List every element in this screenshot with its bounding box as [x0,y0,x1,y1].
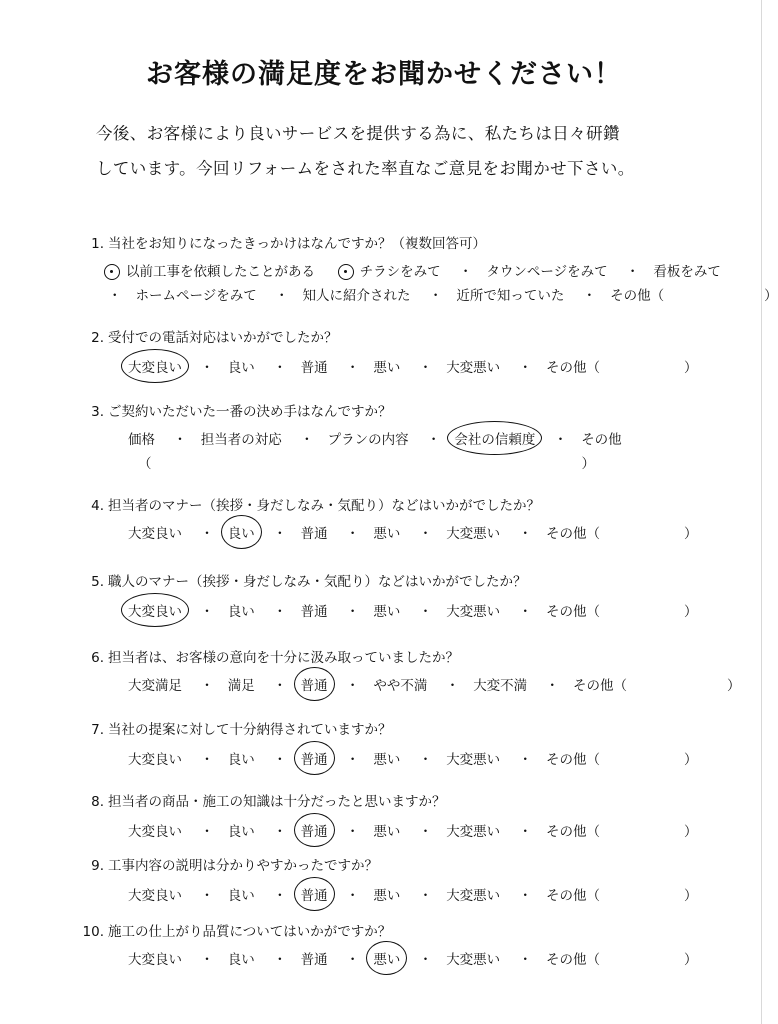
question-text: 当社をお知りになったきっかけはなんですか？（複数回答可） [108,236,486,252]
separator: ・ [518,752,532,768]
page-edge-line [761,0,762,1024]
option-other[interactable]: その他（ [610,288,665,304]
option-selected[interactable]: 会社の信頼度 [454,428,535,448]
option[interactable]: 近所で知っていた [456,288,565,304]
separator: ・ [200,888,214,904]
separator: ・ [418,952,433,968]
option[interactable]: 大変悪い [446,952,501,968]
separator: ・ [200,604,214,620]
intro-line-2: しています。今回リフォームをされた率直なご意見をお聞かせ下さい。 [96,159,635,178]
separator: ・ [418,526,433,542]
separator: ・ [345,360,360,376]
separator: ・ [300,432,314,448]
option-selected[interactable]: 普通 [301,884,328,904]
separator: ・ [418,752,433,768]
separator: ・ [273,526,287,542]
question-number: 7. [91,722,104,738]
question-3-options [128,428,622,448]
separator: ・ [108,288,122,304]
option[interactable]: 良い [227,752,255,768]
question-text: 施工の仕上がり品質についてはいかがですか？ [108,924,392,940]
option-selected[interactable]: 普通 [301,820,328,840]
question-text: 受付での電話対応はいかがでしたか？ [108,330,338,346]
separator: ・ [445,678,460,694]
question-number: 10. [82,924,104,940]
option[interactable]: 大変悪い [446,604,501,620]
separator: ・ [458,264,473,280]
question-3 [60,400,392,420]
option[interactable]: 大変良い [128,952,182,968]
option[interactable]: 大変良い [128,824,182,840]
separator: ・ [345,888,360,904]
separator: ・ [545,678,559,694]
option[interactable]: 看板をみて [653,264,721,280]
option[interactable]: 大変悪い [446,752,501,768]
question-number: 6. [91,650,104,666]
question-text: 当社の提案に対して十分納得されていますか？ [108,722,392,738]
option[interactable]: 悪い [373,888,401,904]
separator: ・ [273,604,287,620]
separator: ・ [418,360,433,376]
close-paren: ） [764,288,778,304]
question-2-options [128,356,697,376]
separator: ・ [345,604,360,620]
option[interactable]: 良い [227,952,255,968]
question-10-options [128,948,697,968]
option[interactable]: ホームページをみて [135,288,257,304]
option[interactable]: 大変良い [128,752,182,768]
option[interactable]: 悪い [373,604,401,620]
separator: ・ [518,824,532,840]
separator: ・ [200,824,214,840]
separator: ・ [518,526,532,542]
close-paren: ） [683,952,698,968]
open-paren: （ [138,456,152,472]
question-number: 2. [91,330,104,346]
option[interactable]: 普通 [300,526,328,542]
option-selected[interactable]: 大変良い [128,356,182,376]
option[interactable]: 良い [227,360,255,376]
option-other[interactable]: その他（ [545,824,600,840]
question-number: 4. [91,498,104,514]
option[interactable]: 満足 [227,678,255,694]
option[interactable]: 大変満足 [128,678,182,694]
option-other[interactable]: その他（ [545,604,600,620]
separator: ・ [273,752,287,768]
option[interactable]: 普通 [300,360,328,376]
question-1-options [104,260,721,280]
question-9 [60,854,378,874]
question-text: 職人のマナー（挨拶・身だしなみ・気配り）などはいかがでしたか？ [108,574,527,590]
option[interactable]: 大変悪い [446,888,501,904]
question-6 [60,646,459,666]
separator: ・ [625,264,640,280]
close-paren: ） [683,752,698,768]
option[interactable]: 以前工事を依頼したことがある [126,264,315,280]
question-3-other-field[interactable] [138,452,595,472]
question-text: ご契約いただいた一番の決め手はなんですか？ [108,404,392,420]
question-number: 5. [91,574,104,590]
separator: ・ [275,288,289,304]
separator: ・ [518,604,532,620]
option[interactable]: 普通 [300,604,328,620]
separator: ・ [345,952,360,968]
option-selected[interactable]: 大変良い [128,600,182,620]
intro-line-1: 今後、お客様により良いサービスを提供する為に、私たちは日々研鑽 [96,124,620,143]
question-7 [60,718,392,738]
separator: ・ [200,952,214,968]
separator: ・ [345,526,360,542]
option-other[interactable]: その他（ [545,888,600,904]
option[interactable]: 大変良い [128,888,182,904]
option[interactable]: 知人に紹介された [302,288,411,304]
option[interactable]: 悪い [373,360,401,376]
question-4-options [128,522,697,542]
separator: ・ [173,432,187,448]
option[interactable]: 良い [227,888,255,904]
question-text: 工事内容の説明は分かりやすかったですか？ [108,858,378,874]
separator: ・ [553,432,568,448]
option-other[interactable]: その他（ [545,526,600,542]
separator: ・ [418,888,433,904]
separator: ・ [273,360,287,376]
close-paren: ） [683,888,698,904]
close-paren: ） [683,824,698,840]
option[interactable]: 良い [227,824,255,840]
option[interactable]: 良い [227,604,255,620]
question-text: 担当者の商品・施工の知識は十分だったと思いますか？ [108,794,446,810]
separator: ・ [200,678,214,694]
option[interactable]: 悪い [373,824,401,840]
question-number: 8. [91,794,104,810]
separator: ・ [418,604,433,620]
option-other[interactable]: その他（ [545,360,600,376]
close-paren: ） [683,604,698,620]
question-text: 担当者のマナー（挨拶・身だしなみ・気配り）などはいかがでしたか？ [108,498,540,514]
option[interactable]: 担当者の対応 [200,432,282,448]
question-10 [60,920,391,940]
option[interactable]: 大変良い [128,526,182,542]
check-circle-icon [338,264,354,280]
option-other[interactable]: その他（ [545,752,600,768]
option[interactable]: 大変悪い [446,824,501,840]
question-1-options-row2 [104,284,778,304]
question-6-options [128,674,740,694]
question-number: 9. [91,858,104,874]
separator: ・ [426,432,441,448]
option[interactable]: 大変不満 [473,678,528,694]
question-text: 担当者は、お客様の意向を十分に汲み取っていましたか？ [108,650,459,666]
option[interactable]: やや不満 [373,678,428,694]
question-8-options [128,820,697,840]
separator: ・ [518,952,532,968]
separator: ・ [518,888,532,904]
question-5 [60,570,527,590]
separator: ・ [273,824,287,840]
option[interactable]: 普通 [300,952,328,968]
page-title: お客様の満足度をお聞かせください！ [146,59,622,90]
question-number: 1. [91,236,104,252]
option[interactable]: 大変悪い [446,526,501,542]
separator: ・ [518,360,532,376]
option[interactable]: 悪い [373,752,401,768]
separator: ・ [418,824,433,840]
separator: ・ [200,360,214,376]
option[interactable]: 悪い [373,526,401,542]
option[interactable]: タウンページをみて [486,264,608,280]
check-circle-icon [104,264,120,280]
separator: ・ [345,678,360,694]
question-9-options [128,884,697,904]
question-7-options [128,748,697,768]
question-1 [60,232,486,252]
separator: ・ [273,952,287,968]
option-other[interactable]: その他（ [545,952,600,968]
close-paren: ） [581,456,595,472]
separator: ・ [345,824,360,840]
separator: ・ [428,288,443,304]
question-2 [60,326,338,346]
separator: ・ [345,752,360,768]
option-selected[interactable]: 普通 [301,674,328,694]
separator: ・ [273,888,287,904]
option-other[interactable]: その他（ [572,678,627,694]
option[interactable]: チラシをみて [359,264,441,280]
separator: ・ [582,288,597,304]
option[interactable]: プランの内容 [327,432,409,448]
question-5-options [128,600,697,620]
option[interactable]: 大変悪い [446,360,501,376]
option-selected[interactable]: 良い [228,522,255,542]
option-other[interactable]: その他 [581,432,622,448]
separator: ・ [200,752,214,768]
close-paren: ） [726,678,741,694]
separator: ・ [273,678,287,694]
option[interactable]: 価格 [128,432,155,448]
separator: ・ [200,526,214,542]
question-number: 3. [91,404,104,420]
option-selected[interactable]: 普通 [301,748,328,768]
option-selected[interactable]: 悪い [373,948,400,968]
close-paren: ） [683,526,698,542]
close-paren: ） [683,360,698,376]
question-4 [60,494,540,514]
question-8 [60,790,446,810]
